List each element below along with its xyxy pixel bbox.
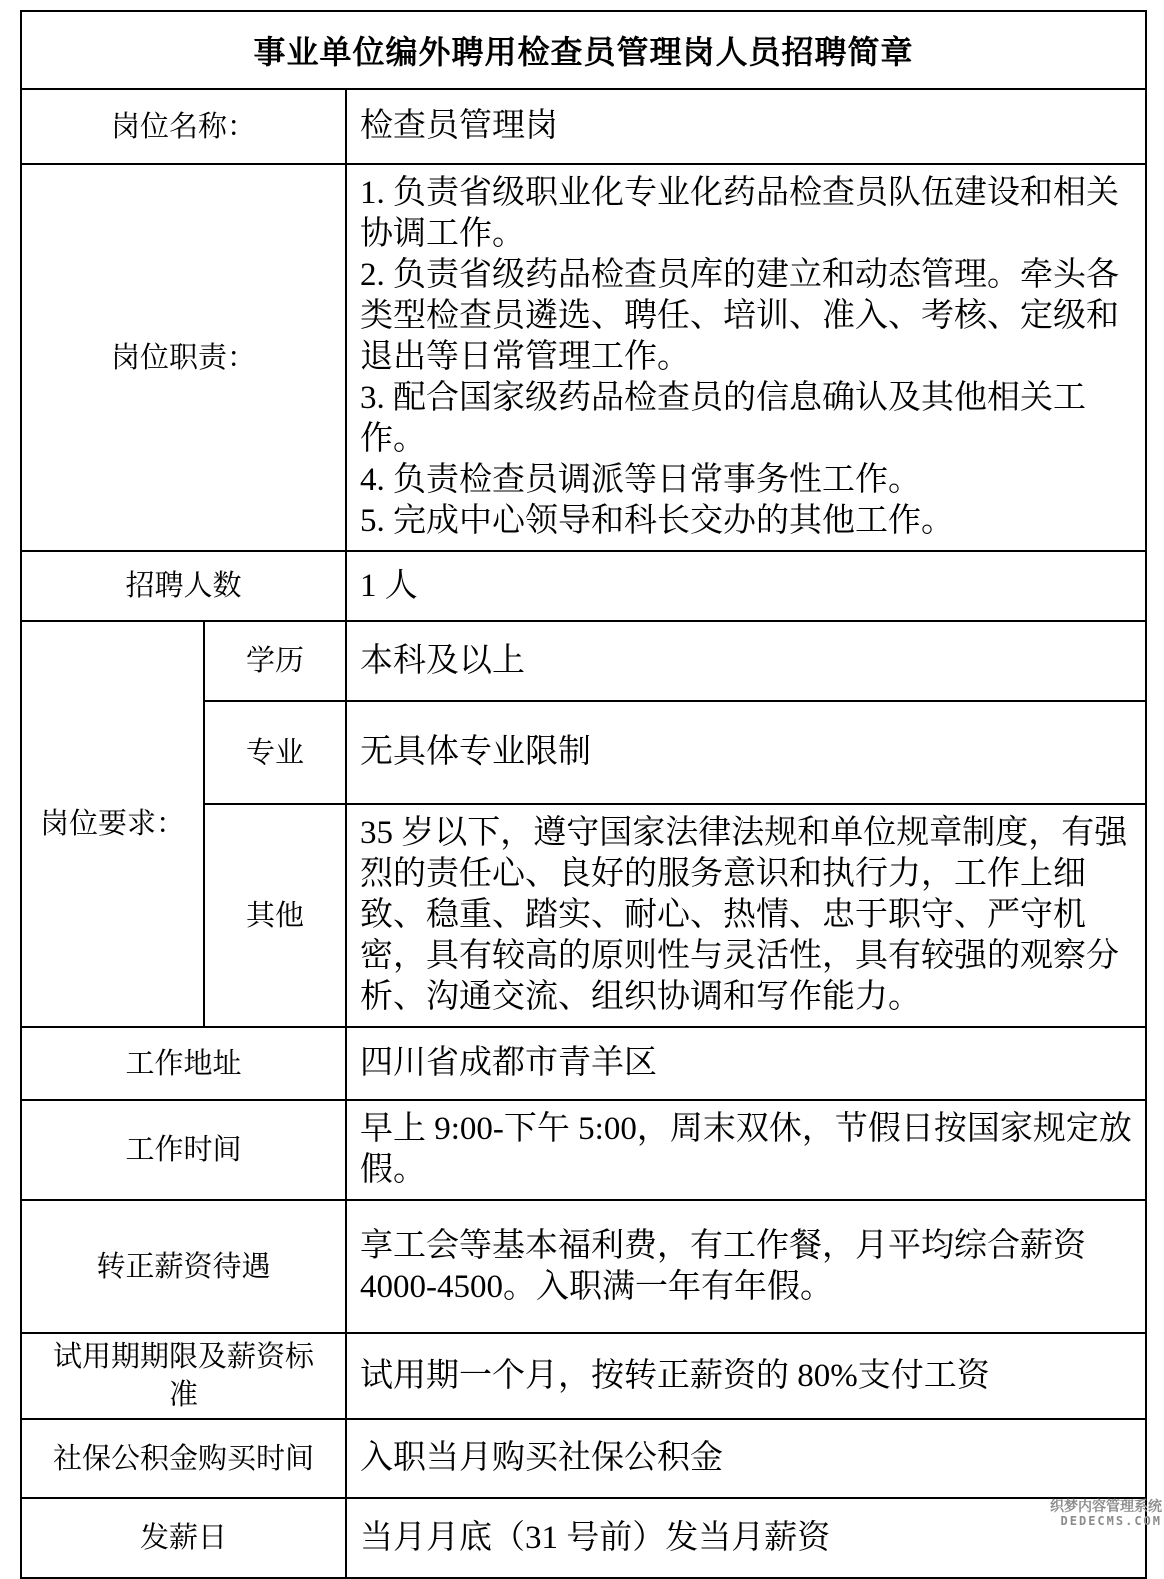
table-row xyxy=(21,1200,1146,1333)
job-title-value: 检查员管理岗 xyxy=(346,89,1146,164)
address-value: 四川省成都市青羊区 xyxy=(346,1027,1146,1100)
salary-label: 转正薪资待遇 xyxy=(21,1200,346,1333)
hours-value: 早上 9:00-下午 5:00，周末双休，节假日按国家规定放假。 xyxy=(346,1100,1146,1200)
hours-label: 工作时间 xyxy=(21,1100,346,1200)
major-label: 专业 xyxy=(204,701,346,804)
table-row xyxy=(21,1100,1146,1200)
other-requirements-label: 其他 xyxy=(204,804,346,1027)
probation-label: 试用期期限及薪资标准 xyxy=(21,1333,346,1419)
education-label: 学历 xyxy=(204,621,346,701)
table-row xyxy=(21,11,1146,89)
duty-item-4: 4. 负责检查员调派等日常事务性工作。 xyxy=(360,462,921,498)
headcount-value: 1 人 xyxy=(346,551,1146,621)
salary-value: 享工会等基本福利费，有工作餐，月平均综合薪资 4000-4500。入职满一年有年假。 xyxy=(346,1200,1146,1333)
table-row xyxy=(21,164,1146,551)
requirements-label: 岗位要求： xyxy=(21,621,204,1027)
table-row xyxy=(21,1027,1146,1100)
recruitment-notice-table xyxy=(20,10,1147,1579)
cms-watermark xyxy=(1050,1499,1162,1528)
table-row xyxy=(21,1419,1146,1498)
payday-label: 发薪日 xyxy=(21,1498,346,1578)
duties-value xyxy=(346,164,1146,551)
table-row xyxy=(21,621,1146,701)
other-requirements-value: 35 岁以下，遵守国家法律法规和单位规章制度，有强烈的责任心、良好的服务意识和执行力，工作上细致、稳重、踏实、耐心、热情、忠于职守、严守机密，具有较高的原则性与灵活性，具有较强的观察分析、沟通交流、组织协调和写作能力。 xyxy=(346,804,1146,1027)
duties-label: 岗位职责： xyxy=(21,164,346,551)
probation-value: 试用期一个月，按转正薪资的 80%支付工资 xyxy=(346,1333,1146,1419)
duty-item-5: 5. 完成中心领导和科长交办的其他工作。 xyxy=(360,503,954,539)
major-value: 无具体专业限制 xyxy=(346,701,1146,804)
duty-item-3: 3. 配合国家级药品检查员的信息确认及其他相关工作。 xyxy=(360,380,1086,457)
page-title: 事业单位编外聘用检查员管理岗人员招聘简章 xyxy=(21,11,1146,89)
table-row xyxy=(21,1333,1146,1419)
headcount-label: 招聘人数 xyxy=(21,551,346,621)
table-row xyxy=(21,1498,1146,1578)
duty-item-2: 2. 负责省级药品检查员库的建立和动态管理。牵头各类型检查员遴选、聘任、培训、准入、考核、定级和退出等日常管理工作。 xyxy=(360,257,1119,375)
social-security-value: 入职当月购买社保公积金 xyxy=(346,1419,1146,1498)
table-row xyxy=(21,89,1146,164)
job-title-label: 岗位名称： xyxy=(21,89,346,164)
watermark-domain-text: DEDECMS.COM xyxy=(1060,1513,1162,1528)
social-security-label: 社保公积金购买时间 xyxy=(21,1419,346,1498)
table-row xyxy=(21,551,1146,621)
payday-value: 当月月底（31 号前）发当月薪资 xyxy=(346,1498,1146,1578)
education-value: 本科及以上 xyxy=(346,621,1146,701)
address-label: 工作地址 xyxy=(21,1027,346,1100)
watermark-chinese-text: 织梦内容管理系统 xyxy=(1050,1498,1162,1515)
duty-item-1: 1. 负责省级职业化专业化药品检查员队伍建设和相关协调工作。 xyxy=(360,175,1119,252)
